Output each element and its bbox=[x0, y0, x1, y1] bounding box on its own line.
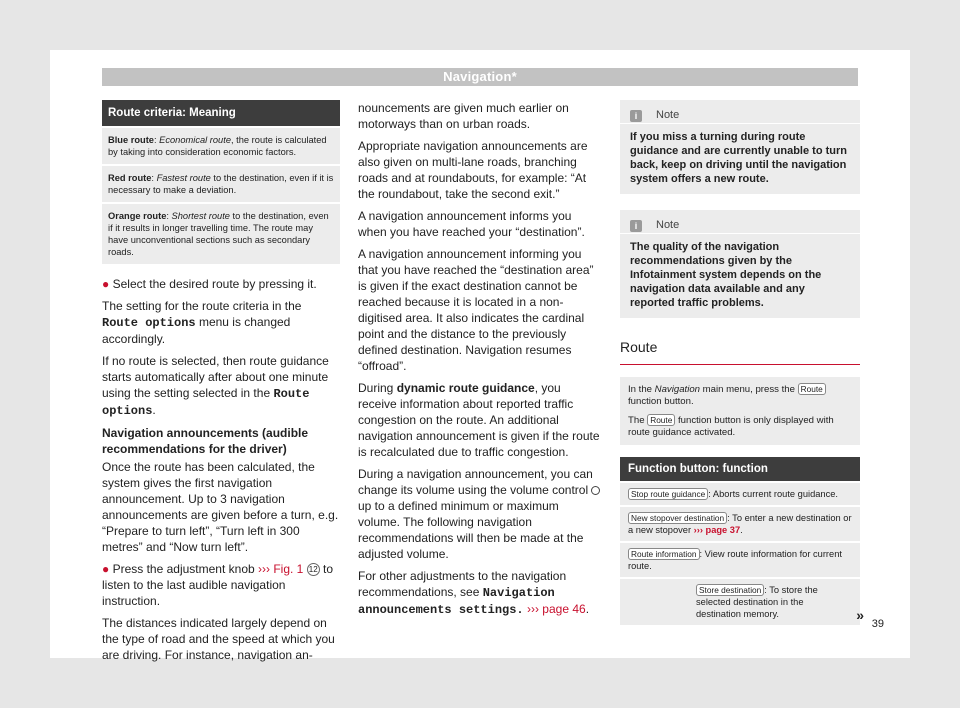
paragraph: For other adjustments to the navigation recommendations, see Navigation announcements settings. ››› page 46. bbox=[358, 569, 590, 617]
info-icon: i bbox=[630, 110, 642, 122]
stop-route-guidance-button[interactable]: Stop route guidance bbox=[628, 488, 708, 500]
paragraph: A navigation announcement informs you when you have reached your “destination”. bbox=[358, 209, 585, 239]
subheading: Navigation announcements (audible recommendations for the driver) bbox=[102, 426, 309, 456]
paragraph: A navigation announcement informing you that you have reached the “destination area” is given if the exact destination cannot be reached because it is located in a non-digitised area. It also indicates the cardinal point and the distance to the previously defined destination. Navigation resumes “offroad”. bbox=[358, 247, 594, 373]
note-text: The quality of the navigation recommendations given by the Infotainment system depends on the navigation data available and any reported traffic problems. bbox=[630, 241, 822, 309]
note-label: Note bbox=[656, 109, 680, 121]
table-row: Stop route guidance : Aborts current route guidance. bbox=[620, 481, 860, 505]
paragraph: During dynamic route guidance, you receive information about reported traffic congestion on the route. An additional navigation announcement is given if the route is recalculated due to traffic congestion. bbox=[358, 381, 600, 459]
figure-link[interactable]: ››› Fig. 1 bbox=[258, 562, 304, 576]
paragraph: Appropriate navigation announcements are also given on multi-lane roads, branching roads and at roundabouts, for example: “At the roundabout, take the second exit.” bbox=[358, 139, 588, 201]
page-link[interactable]: ››› page 46 bbox=[526, 602, 586, 616]
section-title: Route bbox=[620, 334, 860, 365]
paragraph: nouncements are given much earlier on motorways than on urban roads. bbox=[358, 101, 569, 131]
paragraph: Once the route has been calculated, the system gives the first navigation announcement. Up to 3 navigation announcements are given before a turn, e.g. “Prepare to turn left”, “Turn left in 300 metres” and “Now turn left”. bbox=[102, 460, 339, 554]
column-right bbox=[620, 100, 864, 625]
page-header: Navigation* bbox=[102, 68, 858, 86]
note-box bbox=[620, 100, 860, 194]
bullet-select-route: ● Select the desired route by pressing it. bbox=[102, 277, 317, 291]
route-button[interactable]: Route bbox=[647, 414, 675, 426]
table-row: Route information : View route information for current route. bbox=[620, 541, 860, 577]
table-row: Store destination : To store the selected destination in the destination memory. » bbox=[620, 577, 860, 625]
store-destination-button[interactable]: Store destination bbox=[696, 584, 764, 596]
continue-icon: » bbox=[856, 607, 864, 623]
bullet-icon: ● bbox=[102, 562, 110, 576]
note-label: Note bbox=[656, 219, 680, 231]
route-criteria-table bbox=[102, 100, 340, 264]
function-table bbox=[620, 457, 864, 625]
bullet-icon: ● bbox=[102, 277, 110, 291]
column-left bbox=[102, 100, 340, 669]
column-middle bbox=[358, 100, 602, 624]
table-row: New stopover destination : To enter a new destination or a new stopover ››› page 37. bbox=[620, 505, 860, 541]
table-header: Function button: function bbox=[620, 457, 860, 481]
callout-number: 12 bbox=[307, 563, 320, 576]
bullet-adjustment-knob: ● Press the adjustment knob ››› Fig. 1 12 to listen to the last audible navigation instruction. bbox=[102, 562, 334, 608]
paragraph: If no route is selected, then route guidance starts automatically after about one minute using the setting selected in the Route options. bbox=[102, 354, 329, 418]
page-link[interactable]: ››› page 37 bbox=[693, 525, 741, 535]
volume-knob-icon bbox=[591, 486, 600, 495]
paragraph: During a navigation announcement, you can change its volume using the volume control up to a defined minimum or maximum volume. The following navigation recommendations will then be made at the adjusted volume. bbox=[358, 466, 602, 562]
table-header: Route criteria: Meaning bbox=[102, 100, 340, 126]
page-number: 39 bbox=[871, 618, 884, 630]
paragraph: The distances indicated largely depend on the type of road and the speed at which you are driving. For instance, navigation an- bbox=[102, 616, 335, 662]
new-stopover-button[interactable]: New stopover destination bbox=[628, 512, 727, 524]
table-row: Blue route: Economical route, the route is calculated by taking into consideration economic factors. bbox=[102, 126, 340, 164]
manual-page bbox=[50, 50, 910, 662]
route-information-button[interactable]: Route information bbox=[628, 548, 700, 560]
note-box bbox=[620, 210, 860, 318]
info-icon: i bbox=[630, 220, 642, 232]
table-row: Red route: Fastest route to the destination, even if it is necessary to make a deviation. bbox=[102, 164, 340, 202]
note-text: If you miss a turning during route guidance and are currently unable to turn back, keep on driving until the navigation system offers a new route. bbox=[630, 131, 847, 185]
paragraph: The setting for the route criteria in the Route options menu is changed accordingly. bbox=[102, 299, 302, 346]
table-row: Orange route: Shortest route to the destination, even if it results in longer travelling time. The route may have unconventional sections such as secondary roads. bbox=[102, 202, 340, 264]
route-button[interactable]: Route bbox=[798, 383, 826, 395]
route-info-box: In the Navigation main menu, press the Route function button. The Route function button is only displayed with route guidance activated. bbox=[620, 377, 860, 445]
